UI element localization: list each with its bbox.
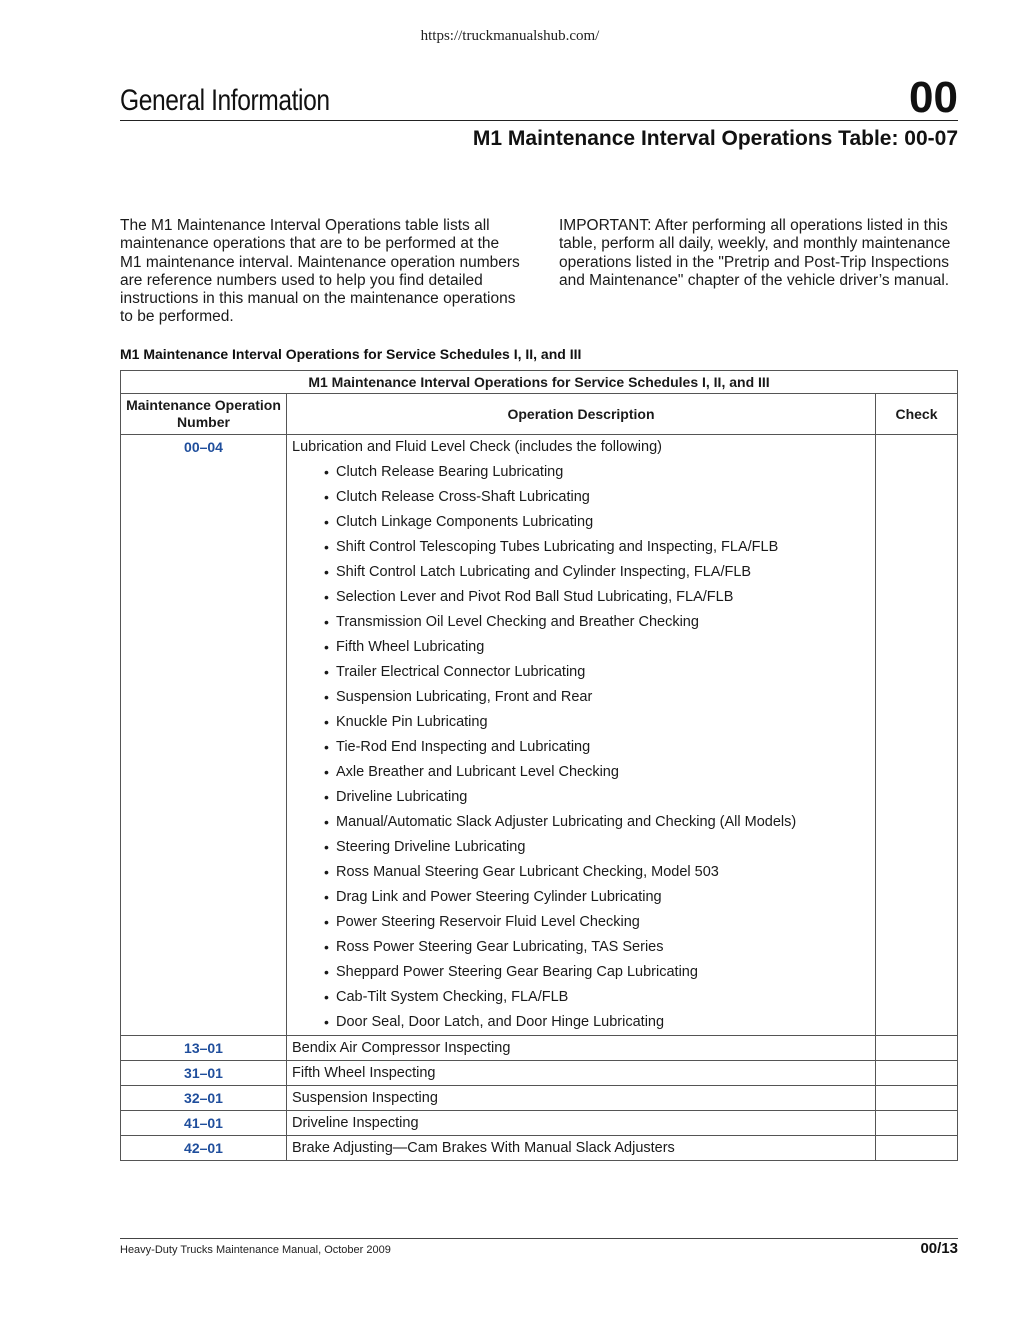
- check-cell[interactable]: [876, 435, 958, 1036]
- table-row: [121, 1036, 958, 1061]
- table-row: [121, 435, 958, 1036]
- sub-operation-item: • Clutch Linkage Components Lubricating: [324, 510, 875, 535]
- sub-operation-item: • Transmission Oil Level Checking and Breather Checking: [324, 610, 875, 635]
- sub-operation-item: • Selection Lever and Pivot Rod Ball Stud Lubricating, FLA/FLB: [324, 585, 875, 610]
- check-cell[interactable]: [876, 1036, 958, 1061]
- footer-rule: [120, 1238, 958, 1239]
- operation-number-link[interactable]: 41–01: [121, 1111, 287, 1136]
- intro-paragraph: The M1 Maintenance Interval Operations table lists all maintenance operations that are to be performed at the M1 maintenance interval. Maintenance operation numbers are reference numbers used to help you find detailed instructions in this manual on the maintenance operations to be performed.: [120, 217, 520, 326]
- operation-description-text: Lubrication and Fluid Level Check (includes the following): [292, 439, 662, 455]
- sub-operation-item: • Cab-Tilt System Checking, FLA/FLB: [324, 985, 875, 1010]
- operation-description: Driveline Inspecting: [287, 1111, 876, 1136]
- operation-number-link[interactable]: 00–04: [121, 435, 287, 1036]
- important-note: IMPORTANT: After performing all operations listed in this table, perform all daily, weekly, and monthly maintenance operations listed in the "Pretrip and Post-Trip Inspections and Maintenance" chapter of the vehicle driver’s manual.: [559, 217, 951, 289]
- page-number: 00/13: [920, 1240, 958, 1257]
- sub-operation-item: • Trailer Electrical Connector Lubricating: [324, 660, 875, 685]
- operation-description: Fifth Wheel Inspecting: [287, 1061, 876, 1086]
- table-row: [121, 1061, 958, 1086]
- sub-operation-item: • Fifth Wheel Lubricating: [324, 635, 875, 660]
- sub-operation-item: • Ross Manual Steering Gear Lubricant Checking, Model 503: [324, 860, 875, 885]
- sub-operation-item: • Drag Link and Power Steering Cylinder Lubricating: [324, 885, 875, 910]
- section-number: 00: [909, 73, 958, 122]
- section-title: General Information: [120, 84, 330, 117]
- operation-description: Suspension Inspecting: [287, 1086, 876, 1111]
- table-row: [121, 1086, 958, 1111]
- sub-operation-item: • Power Steering Reservoir Fluid Level Checking: [324, 910, 875, 935]
- sub-operation-item: • Clutch Release Bearing Lubricating: [324, 460, 875, 485]
- maintenance-operations-table: [120, 370, 958, 1161]
- sub-operation-item: • Sheppard Power Steering Gear Bearing Cap Lubricating: [324, 960, 875, 985]
- check-cell[interactable]: [876, 1136, 958, 1161]
- page-header: [120, 70, 958, 121]
- check-cell[interactable]: [876, 1111, 958, 1136]
- table-title: M1 Maintenance Interval Operations for Service Schedules I, II, and III: [121, 371, 958, 394]
- sub-operation-item: • Manual/Automatic Slack Adjuster Lubricating and Checking (All Models): [324, 810, 875, 835]
- operation-description: Bendix Air Compressor Inspecting: [287, 1036, 876, 1061]
- table-caption: M1 Maintenance Interval Operations for Service Schedules I, II, and III: [120, 346, 582, 362]
- header-operation-number: Maintenance Operation Number: [121, 394, 287, 435]
- sub-operation-item: • Suspension Lubricating, Front and Rear: [324, 685, 875, 710]
- page-subtitle: M1 Maintenance Interval Operations Table: 00-07: [472, 127, 958, 150]
- operation-number-link[interactable]: 13–01: [121, 1036, 287, 1061]
- table-row: [121, 1136, 958, 1161]
- sub-operation-item: • Shift Control Latch Lubricating and Cylinder Inspecting, FLA/FLB: [324, 560, 875, 585]
- table-header-row: [121, 394, 958, 435]
- source-url: https://truckmanualshub.com/: [420, 28, 600, 44]
- sub-operation-item: • Tie-Rod End Inspecting and Lubricating: [324, 735, 875, 760]
- operation-number-link[interactable]: 32–01: [121, 1086, 287, 1111]
- sub-operation-item: • Clutch Release Cross-Shaft Lubricating: [324, 485, 875, 510]
- operation-number-link[interactable]: 42–01: [121, 1136, 287, 1161]
- footer-manual-title: Heavy-Duty Trucks Maintenance Manual, October 2009: [120, 1244, 391, 1256]
- operation-description: [287, 435, 876, 1036]
- table-title-row: [121, 371, 958, 394]
- sub-operation-item: • Steering Driveline Lubricating: [324, 835, 875, 860]
- sub-operation-item: • Axle Breather and Lubricant Level Checking: [324, 760, 875, 785]
- header-operation-description: Operation Description: [287, 394, 876, 435]
- operation-description: Brake Adjusting—Cam Brakes With Manual Slack Adjusters: [287, 1136, 876, 1161]
- check-cell[interactable]: [876, 1086, 958, 1111]
- sub-operation-item: • Knuckle Pin Lubricating: [324, 710, 875, 735]
- sub-operation-item: • Ross Power Steering Gear Lubricating, TAS Series: [324, 935, 875, 960]
- operation-number-link[interactable]: 31–01: [121, 1061, 287, 1086]
- table-row: [121, 1111, 958, 1136]
- header-check: Check: [876, 394, 958, 435]
- sub-operation-list: [292, 460, 875, 1035]
- sub-operation-item: • Shift Control Telescoping Tubes Lubricating and Inspecting, FLA/FLB: [324, 535, 875, 560]
- sub-operation-item: • Door Seal, Door Latch, and Door Hinge Lubricating: [324, 1010, 875, 1035]
- check-cell[interactable]: [876, 1061, 958, 1086]
- sub-operation-item: • Driveline Lubricating: [324, 785, 875, 810]
